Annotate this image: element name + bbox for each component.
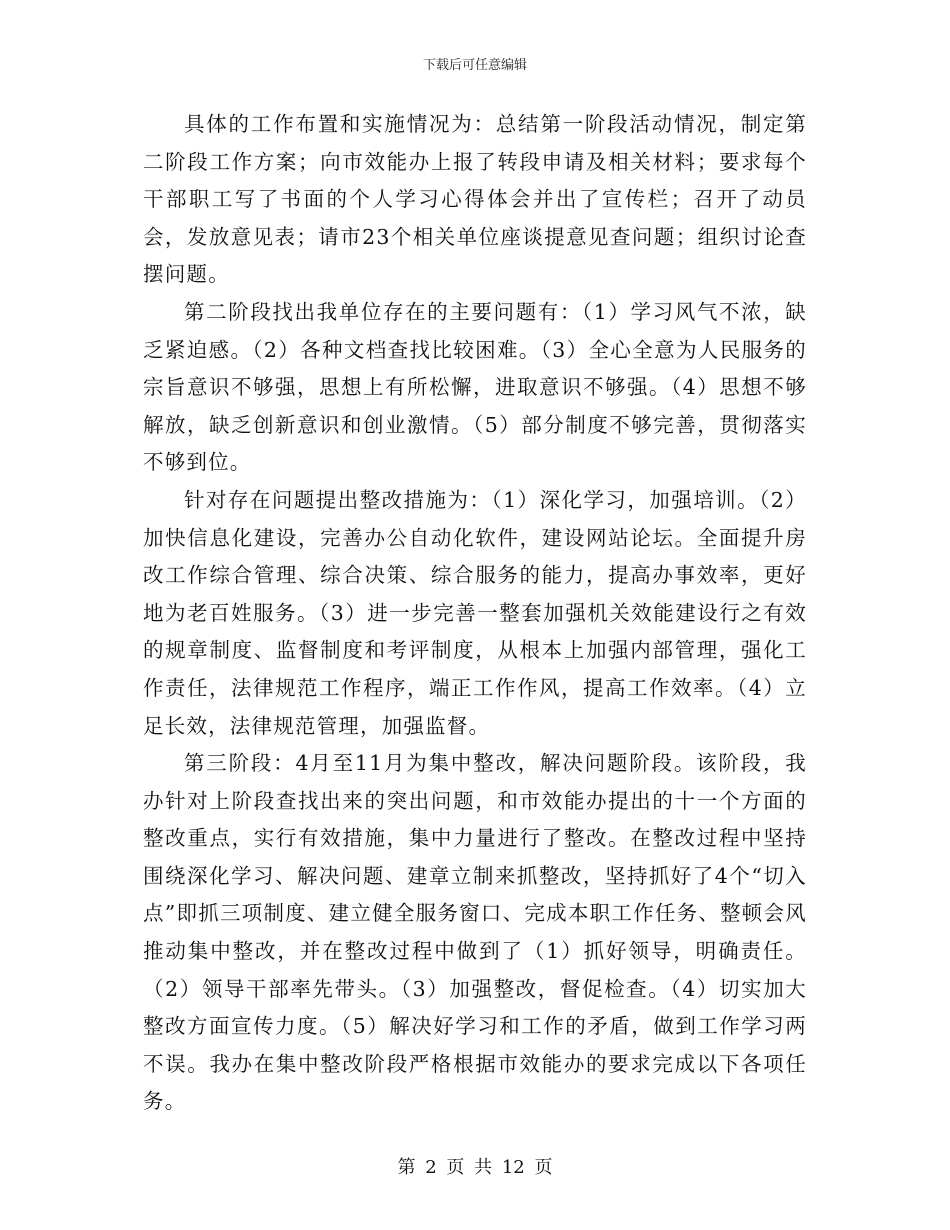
paragraph-stage-three: 第三阶段：4月至11月为集中整改，解决问题阶段。该阶段，我办针对上阶段查找出来的突出问题，和市效能办提出的十一个方面的整改重点，实行有效措施，集中力量进行了整改。在整改过程中坚持围绕深化学习、解决问题、建章立制来抓整改，坚持抓好了4个“切入点”即抓三项制度、建立健全服务窗口、完成本职工作任务、整顿会风推动集中整改，并在整改过程中做到了（1）抓好领导，明确责任。（2）领导干部率先带头。（3）加强整改，督促检查。（4）切实加大整改方面宣传力度。（5）解决好学习和工作的矛盾，做到工作学习两不误。我办在集中整改阶段严格根据市效能办的要求完成以下各项任务。	[143, 751, 807, 1114]
page-number-footer: 第 2 页 共 12 页	[397, 1157, 553, 1178]
paragraph-work-arrangement: 具体的工作布置和实施情况为：总结第一阶段活动情况，制定第二阶段工作方案；向市效能办上报了转段申请及相关材料；要求每个干部职工写了书面的个人学习心得体会并出了宣传栏；召开了动员会，发放意见表；请市23个相关单位座谈提意见查问题；组织讨论查摆问题。	[143, 112, 807, 287]
paragraph-rectification-measures: 针对存在问题提出整改措施为：（1）深化学习，加强培训。（2）加快信息化建设，完善办公自动化软件，建设网站论坛。全面提升房改工作综合管理、综合决策、综合服务的能力，提高办事效率，更好地为老百姓服务。（3）进一步完善一整套加强机关效能建设行之有效的规章制度、监督制度和考评制度，从根本上加强内部管理，强化工作责任，法律规范工作程序，端正工作作风，提高工作效率。（4）立足长效，法律规范管理，加强监督。	[143, 487, 807, 738]
document-body	[143, 106, 807, 1121]
paragraph-stage-two-problems: 第二阶段找出我单位存在的主要问题有：（1）学习风气不浓，缺乏紧迫感。（2）各种文档查找比较困难。（3）全心全意为人民服务的宗旨意识不够强，思想上有所松懈，进取意识不够强。（4）思想不够解放，缺乏创新意识和创业激情。（5）部分制度不够完善，贯彻落实不够到位。	[143, 299, 807, 475]
header-note: 下载后可任意编辑	[422, 58, 527, 73]
